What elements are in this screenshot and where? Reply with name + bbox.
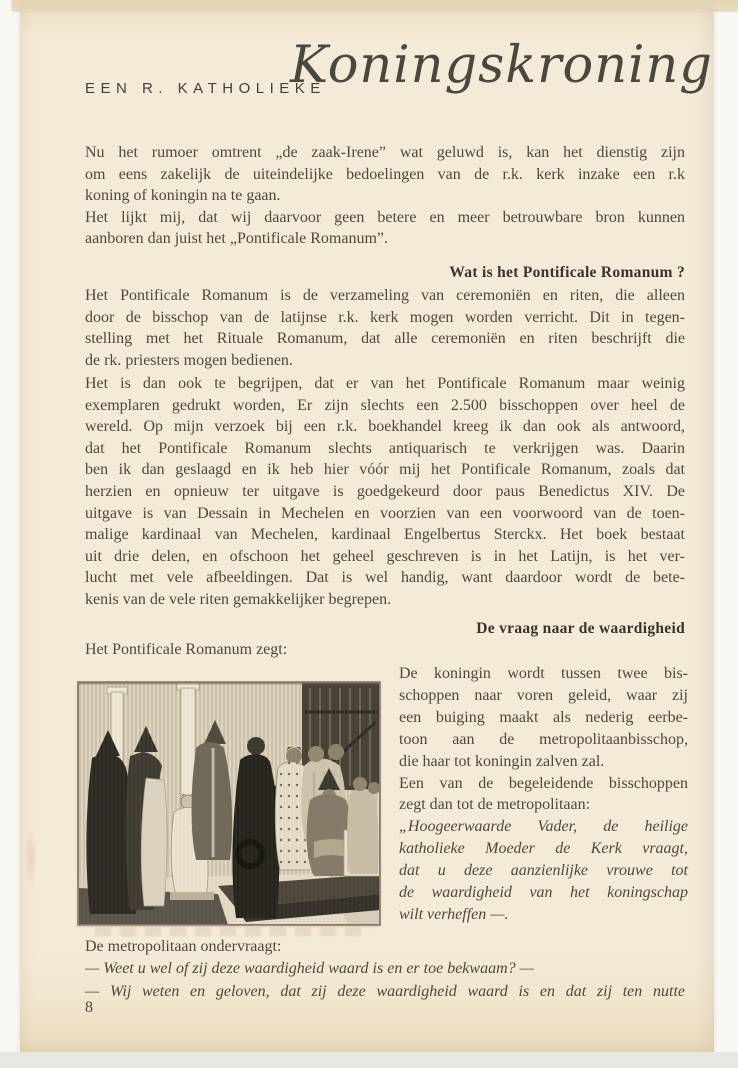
paragraph-book-history: [85, 373, 685, 611]
bottom-dialogue: [85, 936, 685, 1003]
section-heading-pontificale: Wat is het Pontificale Romanum ?: [449, 264, 685, 281]
text-line: De koningin wordt tussen twee bis-: [399, 665, 688, 682]
column-rite-description: [399, 663, 688, 926]
text-line: Het Pontificale Romanum is de verzameling van ceremoniën en riten, die alleen: [85, 287, 685, 304]
page-number: 8: [85, 999, 93, 1016]
scanner-background: [0, 1052, 738, 1068]
text-line: uitgave is van Dessain in Mechelen en voorzien van een voorwoord van de toen-: [85, 504, 685, 522]
text-line: uit drie delen, en ofschoon het geheel geschreven is in het Latijn, is het ver-: [85, 547, 685, 565]
text-line: — Weet u wel of zij deze waardigheid waard is en er toe bekwaam? —: [85, 960, 534, 978]
text-line: lucht met vele afbeeldingen. Dat is wel handig, want daardoor wordt de bete-: [85, 569, 685, 587]
text-line: Nu het rumoer omtrent „de zaak-Irene” wat geluwd is, kan het dienstig zijn: [85, 144, 685, 161]
text-line: zegt dan tot de metropolitaan:: [399, 796, 591, 814]
text-line: de rk. priesters mogen bedienen.: [85, 351, 293, 369]
text-line: ben ik dan geslaagd en ik heb hier vóór mij het Pontificale Romanum, zoals dat: [85, 461, 685, 479]
text-line: toon aan de metropolitaanbisschop,: [399, 730, 688, 748]
intro-paragraph: [85, 142, 685, 250]
engraving-graphic: [78, 682, 380, 925]
text-line: stelling met het Rituale Romanum, dat alle ceremoniën en riten beschrijft die: [85, 330, 685, 348]
text-line: De metropolitaan ondervraagt:: [85, 938, 282, 955]
text-line: Een van de begeleidende bisschoppen: [399, 774, 688, 792]
text-line: katholieke Moeder de Kerk vraagt,: [399, 840, 688, 858]
kicker-title: EEN R. KATHOLIEKE: [85, 80, 326, 97]
text-line: malige kardinaal van Mechelen, kardinaal Engelbertus Sterckx. Het boek bestaat: [85, 526, 685, 544]
text-line: de waardigheid van het koningschap: [399, 884, 688, 902]
text-line: Het lijkt mij, dat wij daarvoor geen betere en meer betrouwbare bron kunnen: [85, 208, 685, 226]
text-line: exemplaren gedrukt worden, Er zijn slechts een 2.500 bisschoppen over heel de: [85, 396, 685, 414]
text-line: door de bisschop van de latijnse r.k. kerk mogen worden verricht. Dit in tegen-: [85, 308, 685, 326]
text-line: aanboren dan juist het „Pontificale Romanum”.: [85, 230, 389, 248]
text-line: „Hoogeerwaarde Vader, de heilige: [399, 818, 688, 836]
text-line: wilt verheffen —.: [399, 905, 509, 923]
text-line: schoppen naar voren geleid, waar zij: [399, 686, 688, 704]
text-line: dat het Pontificale Romanum slechts antiquarisch te verkrijgen was. Daarin: [85, 439, 685, 457]
paragraph-pontificale-definition: [85, 285, 685, 371]
section-heading-waardigheid: De vraag naar de waardigheid: [476, 620, 685, 637]
print-bleed-through: [95, 927, 365, 936]
text-line: die haar tot koningin zalven zal.: [399, 752, 605, 770]
margin-stain: [24, 828, 38, 888]
lead-in-line: Het Pontificale Romanum zegt:: [85, 641, 288, 658]
text-line: herzien en opnieuw ter uitgave is goedgekeurd door paus Benedictus XIV. De: [85, 482, 685, 500]
text-line: — Wij weten en geloven, dat zij deze waardigheid waard is en dat zij ten nutte: [85, 982, 685, 1000]
text-line: om eens zakelijk de uiteindelijke bedoelingen van de r.k. kerk inzake een r.k: [85, 165, 685, 183]
engraving-coronation-scene: [78, 682, 380, 925]
text-line: koning of koningin na te gaan.: [85, 187, 281, 205]
text-line: Het is dan ook te begrijpen, dat er van het Pontificale Romanum maar weinig: [85, 375, 685, 392]
text-line: een buiging maakt als nederig eerbe-: [399, 708, 688, 726]
text-line: dat u deze aanzienlijke vrouwe tot: [399, 862, 688, 880]
text-line: wereld. Op mijn verzoek bij een r.k. boekhandel kreeg ik dan ook als antwoord,: [85, 418, 685, 436]
page-title: Koningskroning: [290, 36, 713, 95]
text-line: kenis van de vele riten gemakkelijker begrepen.: [85, 590, 392, 608]
